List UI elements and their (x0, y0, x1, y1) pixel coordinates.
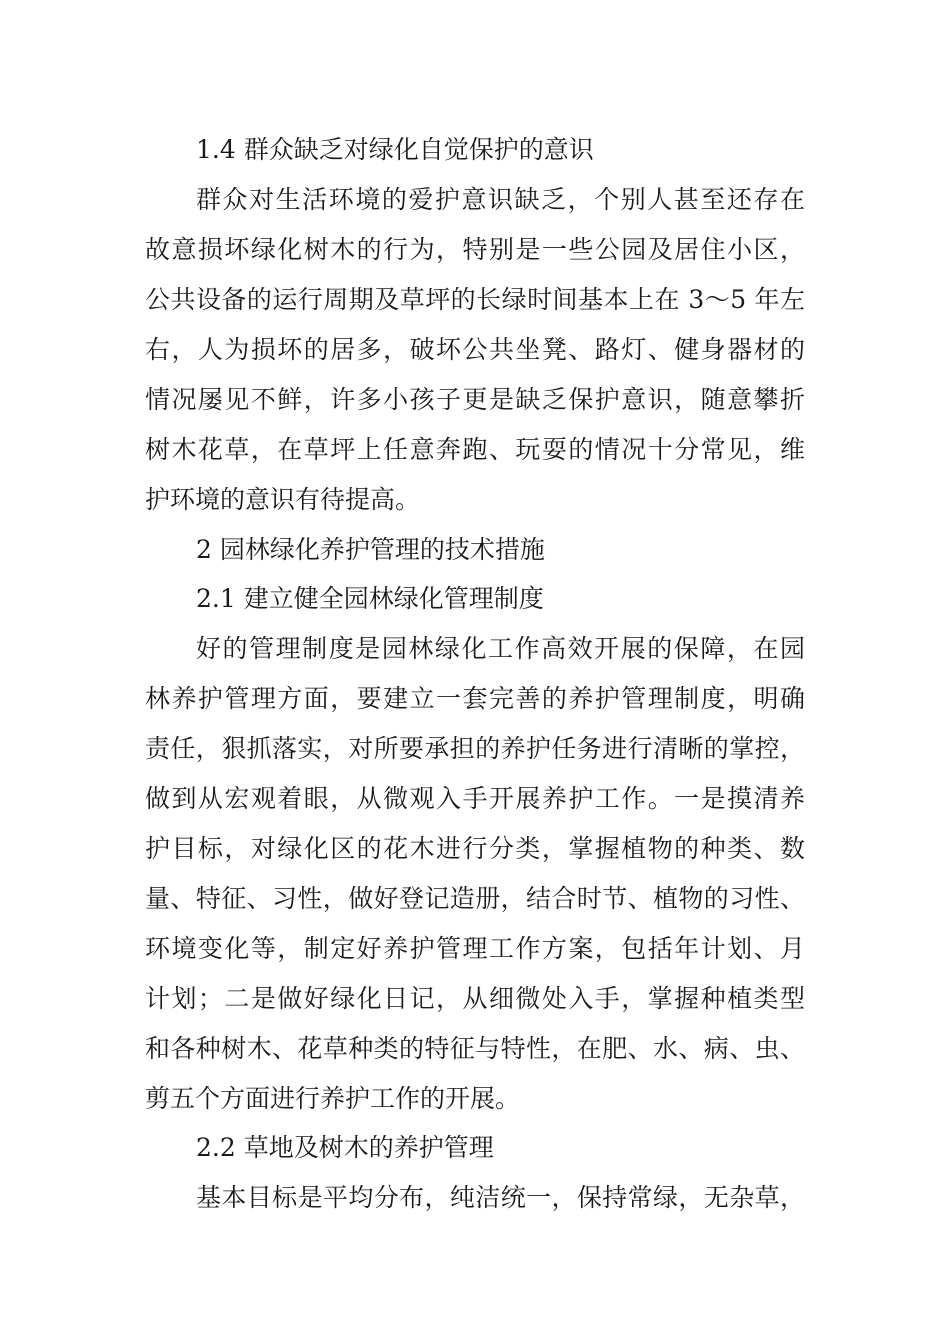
paragraph-line: 右，人为损坏的居多，破坏公共坐凳、路灯、健身器材的 (145, 335, 805, 364)
paragraph-line: 责任，狠抓落实，对所要承担的养护任务进行清晰的掌控， (145, 734, 805, 763)
paragraph-line: 和各种树木、花草种类的特征与特性，在肥、水、病、虫、 (145, 1034, 805, 1063)
paragraph-line: 基本目标是平均分布，纯洁统一，保持常绿，无杂草， (196, 1183, 805, 1212)
paragraph-line: 护目标，对绿化区的花木进行分类，掌握植物的种类、数 (145, 834, 805, 863)
paragraph-line: 群众对生活环境的爱护意识缺乏，个别人甚至还存在 (196, 185, 805, 214)
section-heading-2-1: 2.1 建立健全园林绿化管理制度 (196, 584, 544, 613)
section-heading-1-4: 1.4 群众缺乏对绿化自觉保护的意识 (196, 135, 594, 164)
paragraph-line: 量、特征、习性，做好登记造册，结合时节、植物的习性、 (145, 884, 805, 913)
paragraph-line: 好的管理制度是园林绿化工作高效开展的保障，在园 (196, 634, 805, 663)
paragraph-line: 林养护管理方面，要建立一套完善的养护管理制度，明确 (145, 684, 805, 713)
paragraph-line: 计划；二是做好绿化日记，从细微处入手，掌握种植类型 (145, 984, 805, 1013)
paragraph-line: 护环境的意识有待提高。 (145, 485, 421, 514)
paragraph-line: 故意损坏绿化树木的行为，特别是一些公园及居住小区， (145, 235, 805, 264)
paragraph-line: 公共设备的运行周期及草坪的长绿时间基本上在 3～5 年左 (145, 285, 805, 314)
paragraph-line: 情况屡见不鲜，许多小孩子更是缺乏保护意识，随意攀折 (145, 385, 805, 414)
paragraph-line: 树木花草，在草坪上任意奔跑、玩耍的情况十分常见，维 (145, 435, 805, 464)
section-heading-2-2: 2.2 草地及树木的养护管理 (196, 1133, 494, 1162)
section-heading-2: 2 园林绿化养护管理的技术措施 (196, 535, 545, 564)
paragraph-line: 环境变化等，制定好养护管理工作方案，包括年计划、月 (145, 934, 805, 963)
paragraph-line: 剪五个方面进行养护工作的开展。 (145, 1084, 521, 1113)
paragraph-line: 做到从宏观着眼，从微观入手开展养护工作。一是摸清养 (145, 784, 805, 813)
